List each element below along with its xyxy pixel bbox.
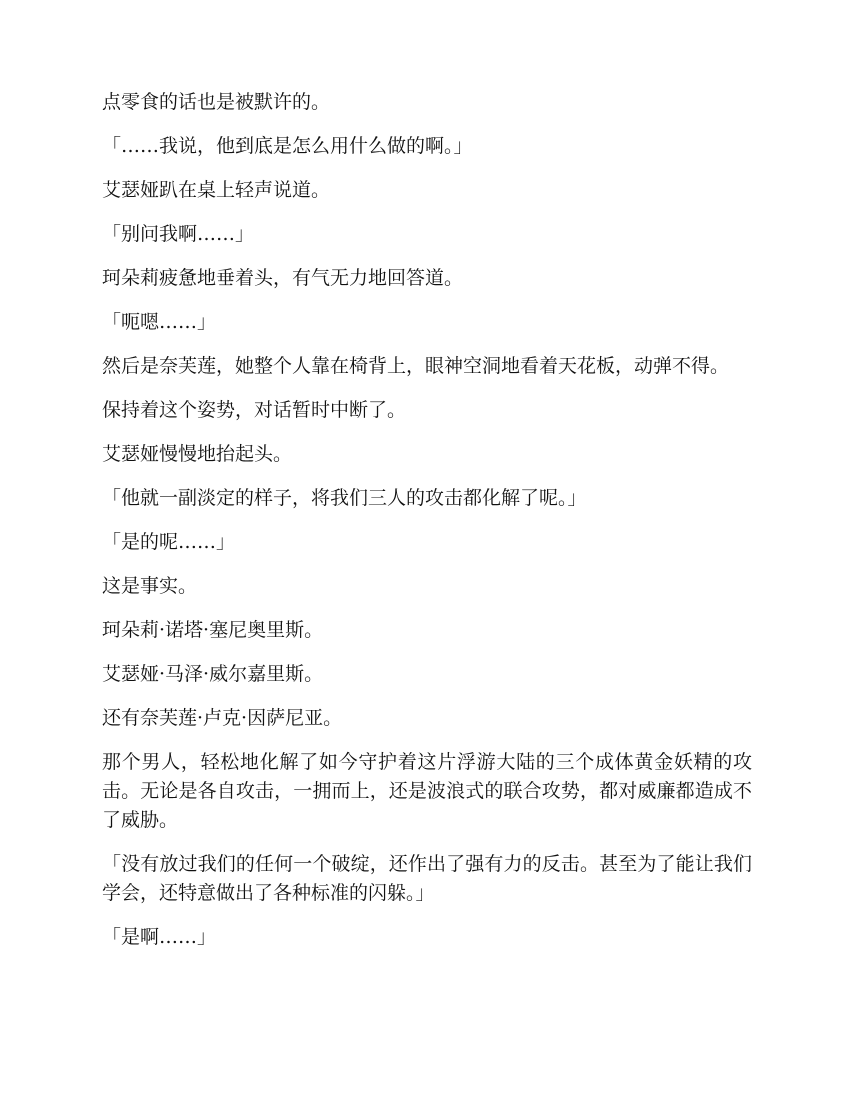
paragraph: 保持着这个姿势，对话暂时中断了。 — [102, 399, 407, 421]
paragraph: 还有奈芙莲·卢克·因萨尼亚。 — [102, 707, 343, 729]
paragraph: 「是啊……」 — [102, 926, 217, 948]
paragraph: 「没有放过我们的任何一个破绽，还作出了强有力的反击。甚至为了能让我们学会，还特意做出了各种标准的闪躲。」 — [102, 853, 752, 904]
paragraph: 「……我说，他到底是怎么用什么做的啊。」 — [102, 135, 473, 157]
paragraph: 点零食的话也是被默许的。 — [102, 91, 331, 113]
paragraph: 「呃嗯……」 — [102, 311, 217, 333]
paragraph: 「他就一副淡定的样子，将我们三人的攻击都化解了呢。」 — [102, 487, 587, 509]
paragraph: 珂朵莉·诺塔·塞尼奥里斯。 — [102, 619, 324, 641]
document-body — [102, 88, 752, 967]
paragraph: 「是的呢……」 — [102, 531, 236, 553]
paragraph: 珂朵莉疲惫地垂着头，有气无力地回答道。 — [102, 267, 464, 289]
paragraph: 艾瑟娅慢慢地抬起头。 — [102, 443, 293, 465]
paragraph: 这是事实。 — [102, 575, 198, 597]
paragraph: 艾瑟娅趴在桌上轻声说道。 — [102, 179, 331, 201]
paragraph: 艾瑟娅·马泽·威尔嘉里斯。 — [102, 663, 324, 685]
paragraph: 然后是奈芙莲，她整个人靠在椅背上，眼神空洞地看着天花板，动弹不得。 — [102, 355, 730, 377]
paragraph: 「别问我啊……」 — [102, 223, 255, 245]
paragraph: 那个男人，轻松地化解了如今守护着这片浮游大陆的三个成体黄金妖精的攻击。无论是各自攻击，一拥而上，还是波浪式的联合攻势，都对威廉都造成不了威胁。 — [102, 751, 752, 831]
